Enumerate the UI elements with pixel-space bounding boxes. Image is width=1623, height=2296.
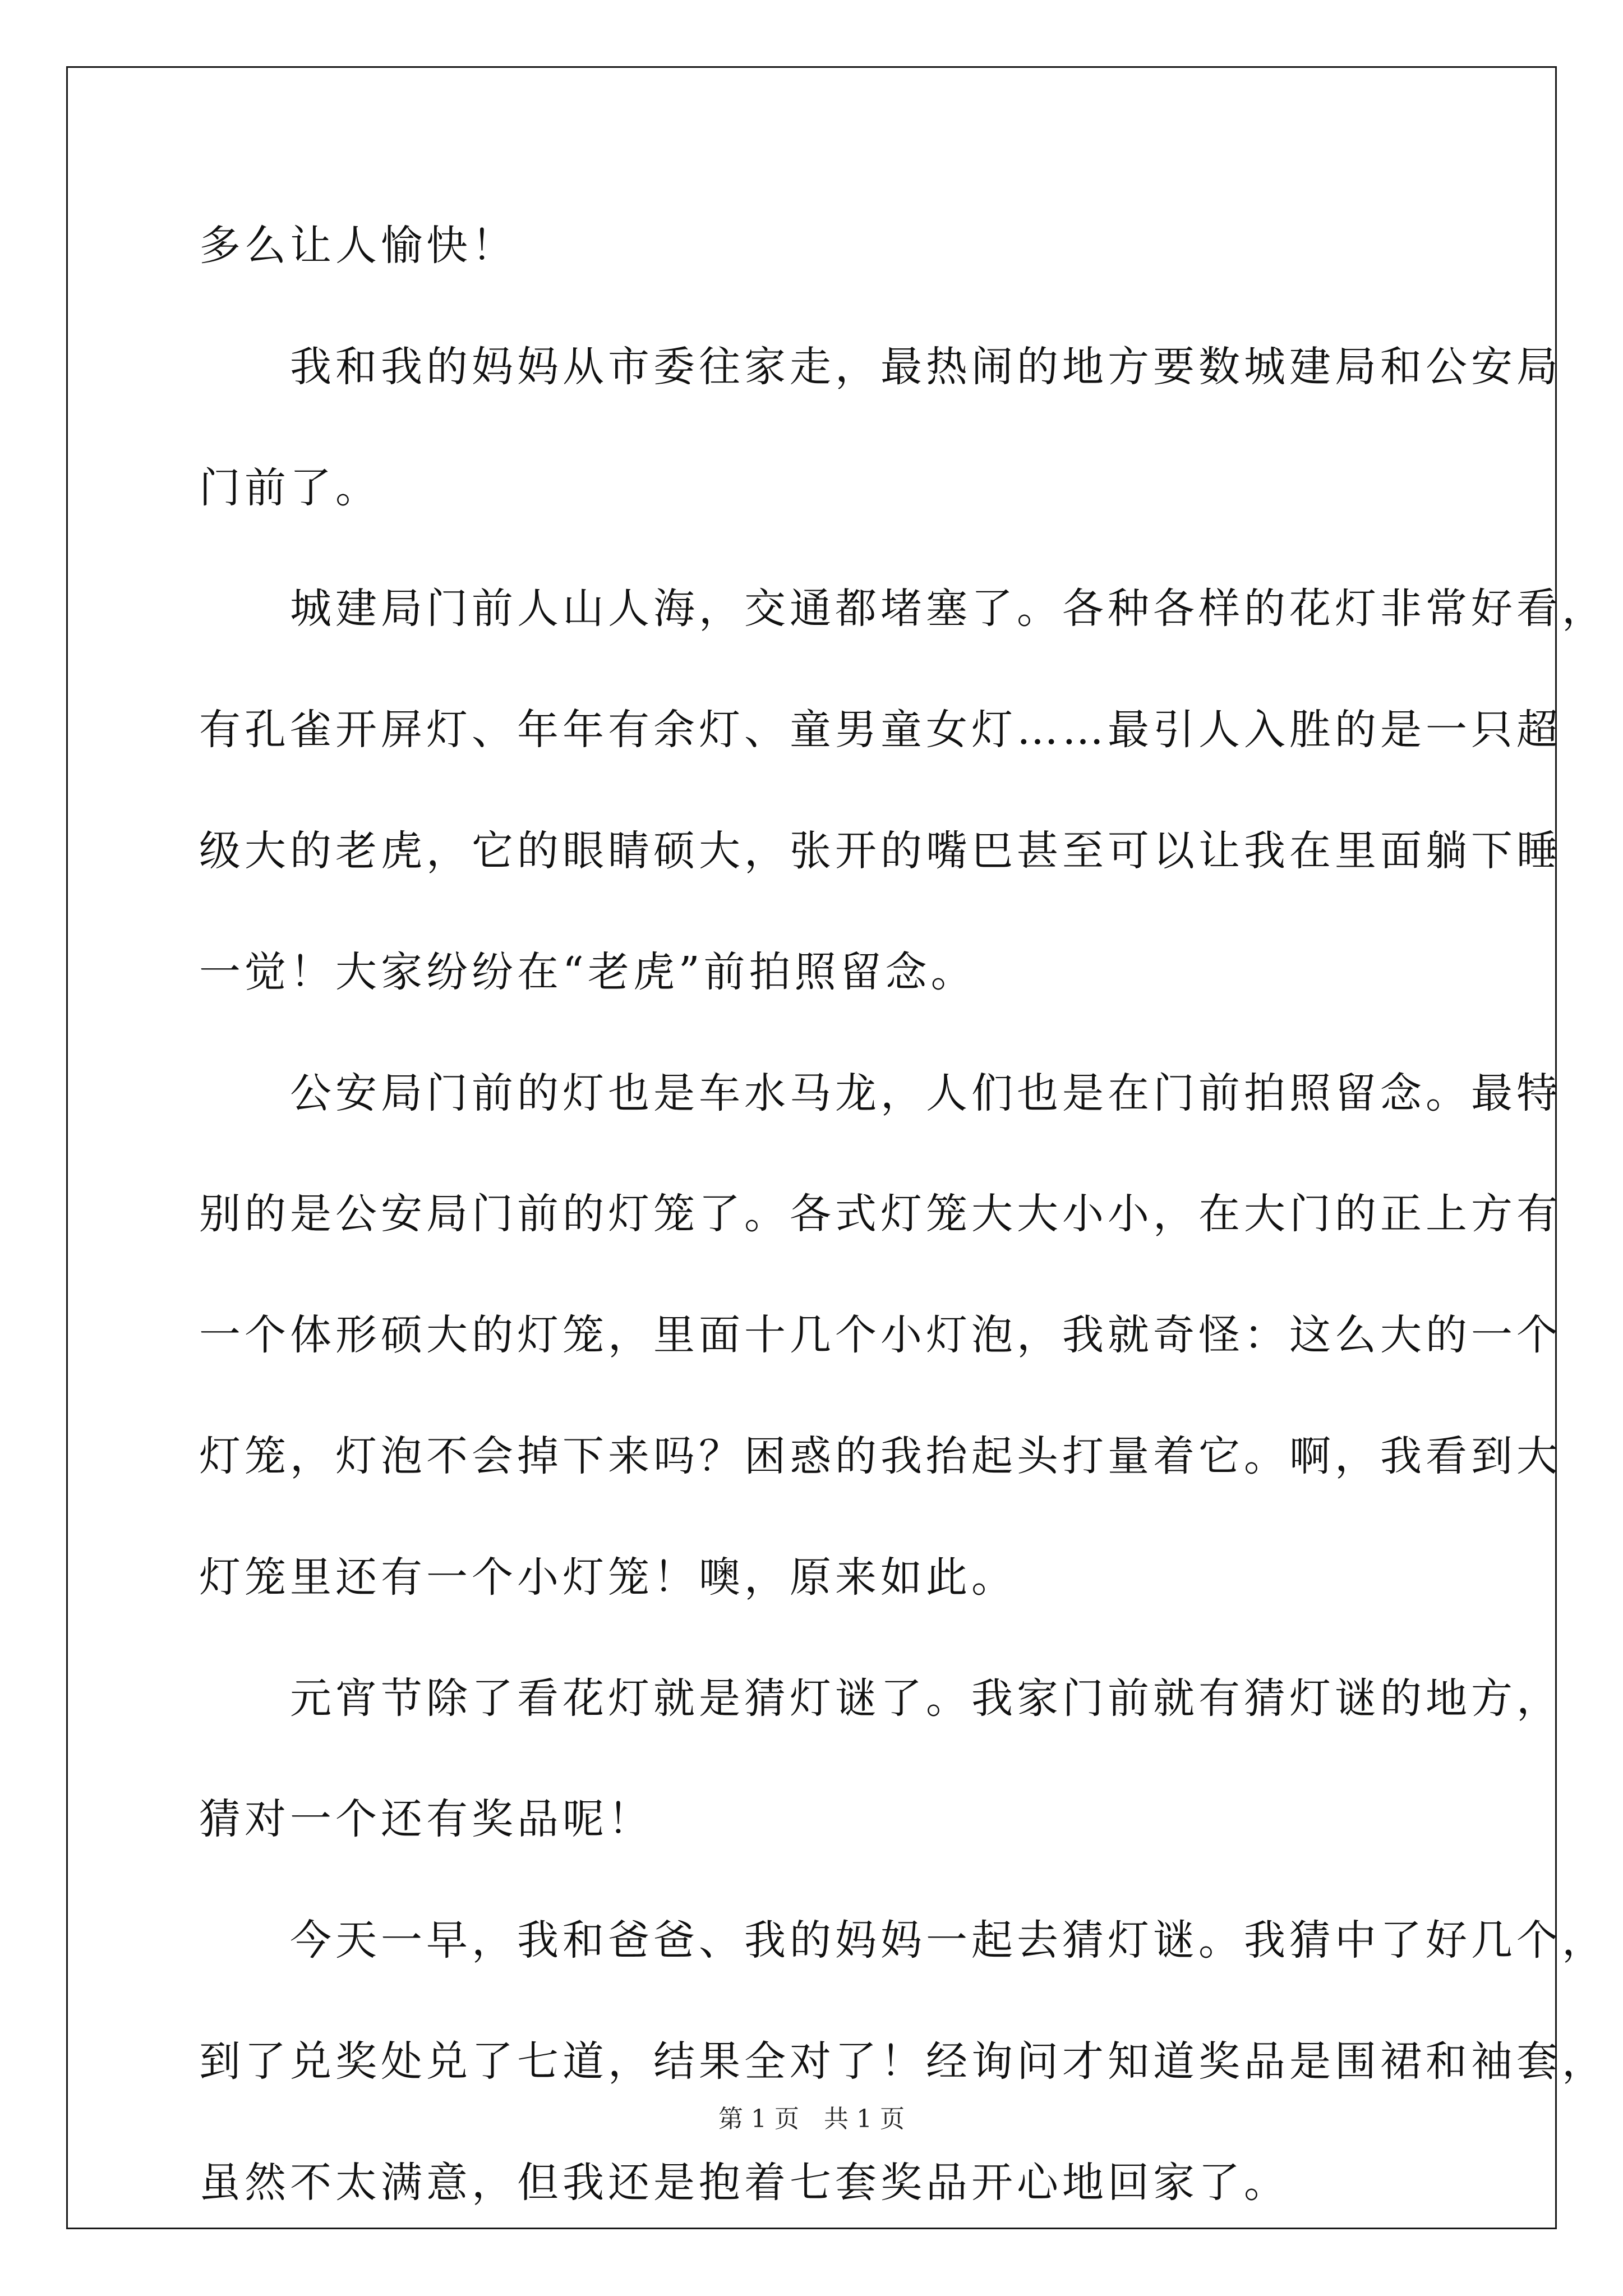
text-line: 我和我的妈妈从市委往家走，最热闹的地方要数城建局和公安局 bbox=[199, 343, 1562, 391]
text-line: 级大的老虎，它的眼睛硕大，张开的嘴巴甚至可以让我在里面躺下睡 bbox=[199, 827, 1562, 875]
text-line: 元宵节除了看花灯就是猜灯谜了。我家门前就有猜灯谜的地方， bbox=[199, 1674, 1562, 1723]
page-footer: 第 1 页 共 1 页 bbox=[718, 2105, 905, 2133]
text-line: 门前了。 bbox=[199, 464, 381, 512]
text-line: 一个体形硕大的灯笼，里面十几个小灯泡，我就奇怪：这么大的一个 bbox=[199, 1311, 1562, 1359]
text-line: 灯笼里还有一个小灯笼！噢，原来如此。 bbox=[199, 1553, 1017, 1602]
text-line: 别的是公安局门前的灯笼了。各式灯笼大大小小，在大门的正上方有 bbox=[199, 1190, 1562, 1238]
text-line: 猜对一个还有奖品呢！ bbox=[199, 1795, 653, 1843]
text-line: 灯笼，灯泡不会掉下来吗？困惑的我抬起头打量着它。啊，我看到大 bbox=[199, 1432, 1562, 1480]
text-line: 多么让人愉快！ bbox=[199, 222, 517, 270]
text-line: 今天一早，我和爸爸、我的妈妈一起去猜灯谜。我猜中了好几个， bbox=[199, 1916, 1607, 1964]
text-line: 到了兑奖处兑了七道，结果全对了！经询问才知道奖品是围裙和袖套， bbox=[199, 2037, 1607, 2086]
text-line: 有孔雀开屏灯、年年有余灯、童男童女灯……最引人入胜的是一只超 bbox=[199, 706, 1562, 754]
text-line: 一觉！大家纷纷在“老虎”前拍照留念。 bbox=[199, 948, 976, 996]
text-line: 公安局门前的灯也是车水马龙，人们也是在门前拍照留念。最特 bbox=[199, 1069, 1562, 1117]
text-line: 虽然不太满意，但我还是抱着七套奖品开心地回家了。 bbox=[199, 2159, 1289, 2207]
text-line: 城建局门前人山人海，交通都堵塞了。各种各样的花灯非常好看， bbox=[199, 585, 1607, 633]
